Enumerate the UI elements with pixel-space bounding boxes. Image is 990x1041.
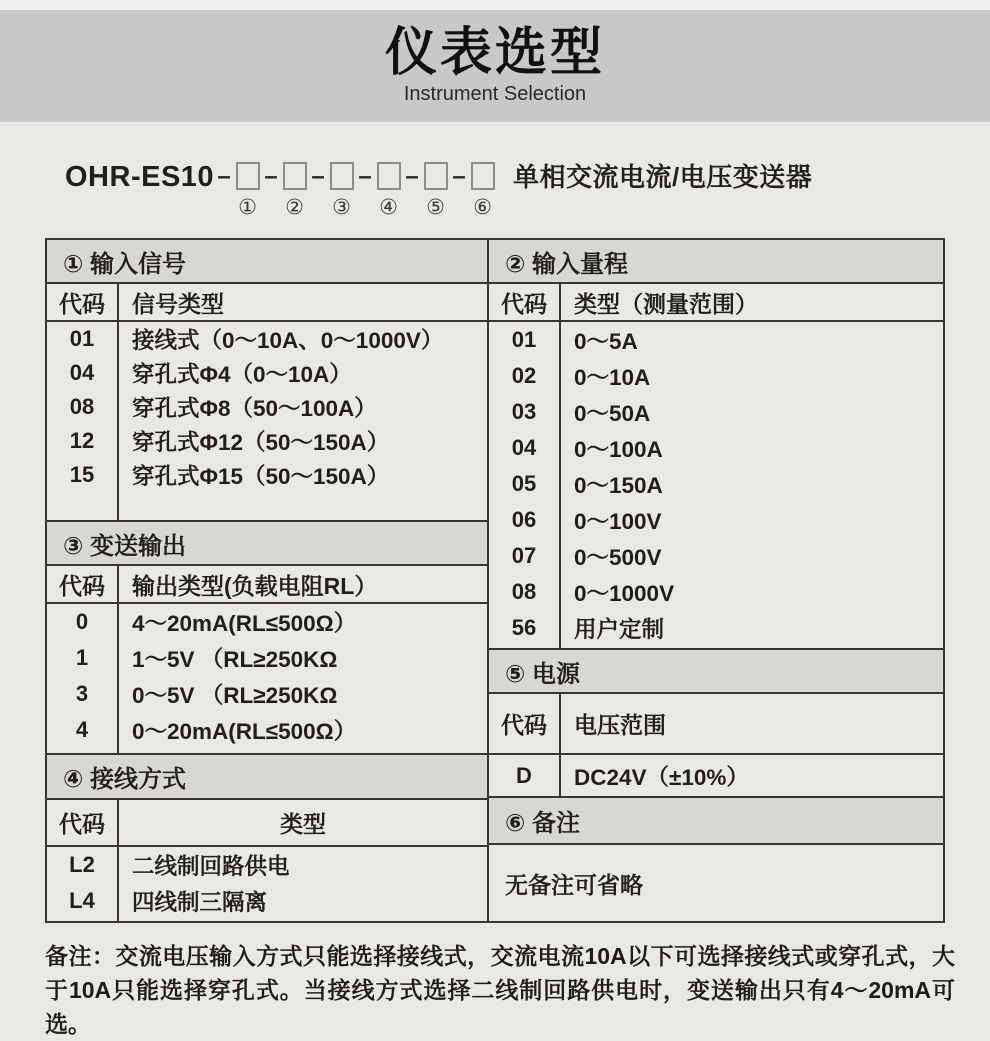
code-cell: 0 <box>75 609 89 634</box>
code-column-header: 代码 <box>47 800 119 845</box>
code-column <box>47 847 119 921</box>
code-column-header: 代码 <box>47 284 119 320</box>
type-cell: 0～1000V <box>574 581 675 606</box>
type-column <box>119 604 487 753</box>
section-header-remark: ⑥ 备注 <box>489 798 943 845</box>
type-column <box>119 322 487 520</box>
input-range-rows <box>489 322 943 650</box>
code-cell: 56 <box>511 615 537 640</box>
model-code-box-3 <box>330 162 354 190</box>
code-cell: 08 <box>69 394 95 419</box>
model-dash: – <box>264 163 278 190</box>
type-column-header: 输出类型(负载电阻RL） <box>132 572 378 599</box>
section-header-power: ⑤ 电源 <box>489 650 943 694</box>
section-header-output: ③ 变送输出 <box>47 522 487 566</box>
model-dash: – <box>452 163 466 190</box>
type-cell: 0～100A <box>574 437 663 462</box>
page-title: 仪表选型 <box>384 23 605 82</box>
model-description: 单相交流电流/电压变送器 <box>513 162 813 192</box>
type-column-header: 类型（测量范围） <box>574 290 758 317</box>
model-code-box-1 <box>236 162 260 190</box>
model-code-line <box>65 162 990 221</box>
model-segment-6 <box>469 162 496 219</box>
model-code-box-2 <box>283 162 307 190</box>
section-header-input-signal: ① 输入信号 <box>47 240 487 284</box>
type-cell: 0～500V <box>574 545 662 570</box>
type-cell: 1～5V （RL≥250KΩ <box>132 647 338 672</box>
code-cell: D <box>516 762 532 788</box>
type-column-header: 类型 <box>280 811 326 837</box>
code-cell: L2 <box>69 852 95 877</box>
model-segment-5 <box>422 162 449 219</box>
model-dash: – <box>358 163 372 190</box>
type-cell: DC24V（±10%） <box>574 764 749 790</box>
code-cell: 08 <box>511 579 537 604</box>
model-marker-3: ③ <box>332 196 351 219</box>
subheader-output <box>47 566 487 604</box>
page-subtitle: Instrument Selection <box>403 83 587 106</box>
code-cell: 4 <box>75 717 89 742</box>
model-prefix: OHR-ES10 <box>65 161 215 193</box>
code-column <box>47 322 119 520</box>
model-code-box-5 <box>424 162 448 190</box>
input-signal-rows <box>47 322 487 522</box>
type-cell: 四线制三隔离 <box>132 890 268 915</box>
subheader-power <box>489 694 943 755</box>
type-cell: 穿孔式Φ4（0～10A） <box>132 362 352 387</box>
code-cell: 3 <box>75 681 89 706</box>
model-marker-6: ⑥ <box>473 196 492 219</box>
type-cell: 0～10A <box>574 365 651 390</box>
model-marker-2: ② <box>285 196 304 219</box>
model-dash: – <box>405 163 419 190</box>
type-cell: 0～150A <box>574 473 663 498</box>
code-cell: L4 <box>69 888 95 913</box>
subheader-wiring <box>47 800 487 847</box>
type-cell: 二线制回路供电 <box>132 854 290 879</box>
code-cell: 01 <box>69 326 95 351</box>
code-column <box>489 322 561 648</box>
type-cell: 穿孔式Φ12（50～150A） <box>132 430 390 455</box>
wiring-rows <box>47 847 487 921</box>
code-column-header: 代码 <box>489 284 561 320</box>
model-code-box-4 <box>377 162 401 190</box>
model-segment-3 <box>328 162 355 219</box>
model-marker-5: ⑤ <box>426 196 445 219</box>
type-cell: 0～5A <box>574 329 638 354</box>
code-cell: 07 <box>511 543 537 568</box>
type-cell: 穿孔式Φ15（50～150A） <box>132 464 390 489</box>
code-cell: 1 <box>75 645 89 670</box>
code-column-header: 代码 <box>489 694 561 753</box>
code-cell: 02 <box>511 363 537 388</box>
model-segment-4 <box>375 162 402 219</box>
code-cell: 04 <box>69 360 95 385</box>
model-dash: – <box>311 163 325 190</box>
top-strip <box>0 0 990 10</box>
footnote: 备注：交流电压输入方式只能选择接线式，交流电流10A以下可选择接线式或穿孔式，大于10A只能选择穿孔式。当接线方式选择二线制回路供电时，变送输出只有4～20mA可选。 <box>45 943 955 1037</box>
code-cell: 03 <box>511 399 537 424</box>
model-segment-2 <box>281 162 308 219</box>
code-cell: 06 <box>511 507 537 532</box>
code-column-header: 代码 <box>47 566 119 602</box>
type-cell: 接线式（0～10A、0～1000V） <box>132 328 444 353</box>
subheader-input-signal <box>47 284 487 322</box>
type-column <box>119 847 487 921</box>
section-header-input-range: ② 输入量程 <box>489 240 943 284</box>
type-cell: 穿孔式Φ8（50～100A） <box>132 396 377 421</box>
model-marker-4: ④ <box>379 196 398 219</box>
model-marker-1: ① <box>238 196 257 219</box>
code-cell: 05 <box>511 471 537 496</box>
code-cell: 15 <box>69 462 95 487</box>
type-cell: 0～50A <box>574 401 651 426</box>
type-column-header: 信号类型 <box>132 290 224 317</box>
type-cell: 0～5V （RL≥250KΩ <box>132 683 338 708</box>
table-right-column <box>489 240 943 921</box>
type-column-header: 电压范围 <box>574 712 666 738</box>
type-cell: 用户定制 <box>574 617 665 642</box>
code-cell: 04 <box>511 435 537 460</box>
code-column <box>489 755 561 796</box>
code-cell: 12 <box>69 428 95 453</box>
model-code-box-6 <box>471 162 495 190</box>
subheader-input-range <box>489 284 943 322</box>
model-dash: – <box>217 163 231 190</box>
type-cell: 0～100V <box>574 509 662 534</box>
selection-table <box>45 238 945 923</box>
type-cell: 4～20mA(RL≤500Ω） <box>132 611 357 636</box>
page-header <box>0 10 990 122</box>
table-left-column <box>47 240 489 921</box>
type-cell: 0～20mA(RL≤500Ω） <box>132 719 357 744</box>
output-rows <box>47 604 487 755</box>
power-rows <box>489 755 943 798</box>
code-cell: 01 <box>511 327 537 352</box>
model-segment-1 <box>234 162 261 219</box>
code-column <box>47 604 119 753</box>
type-column <box>561 755 943 796</box>
section-header-wiring: ④ 接线方式 <box>47 755 487 800</box>
remark-text: 无备注可省略 <box>505 871 643 898</box>
type-column <box>561 322 943 648</box>
